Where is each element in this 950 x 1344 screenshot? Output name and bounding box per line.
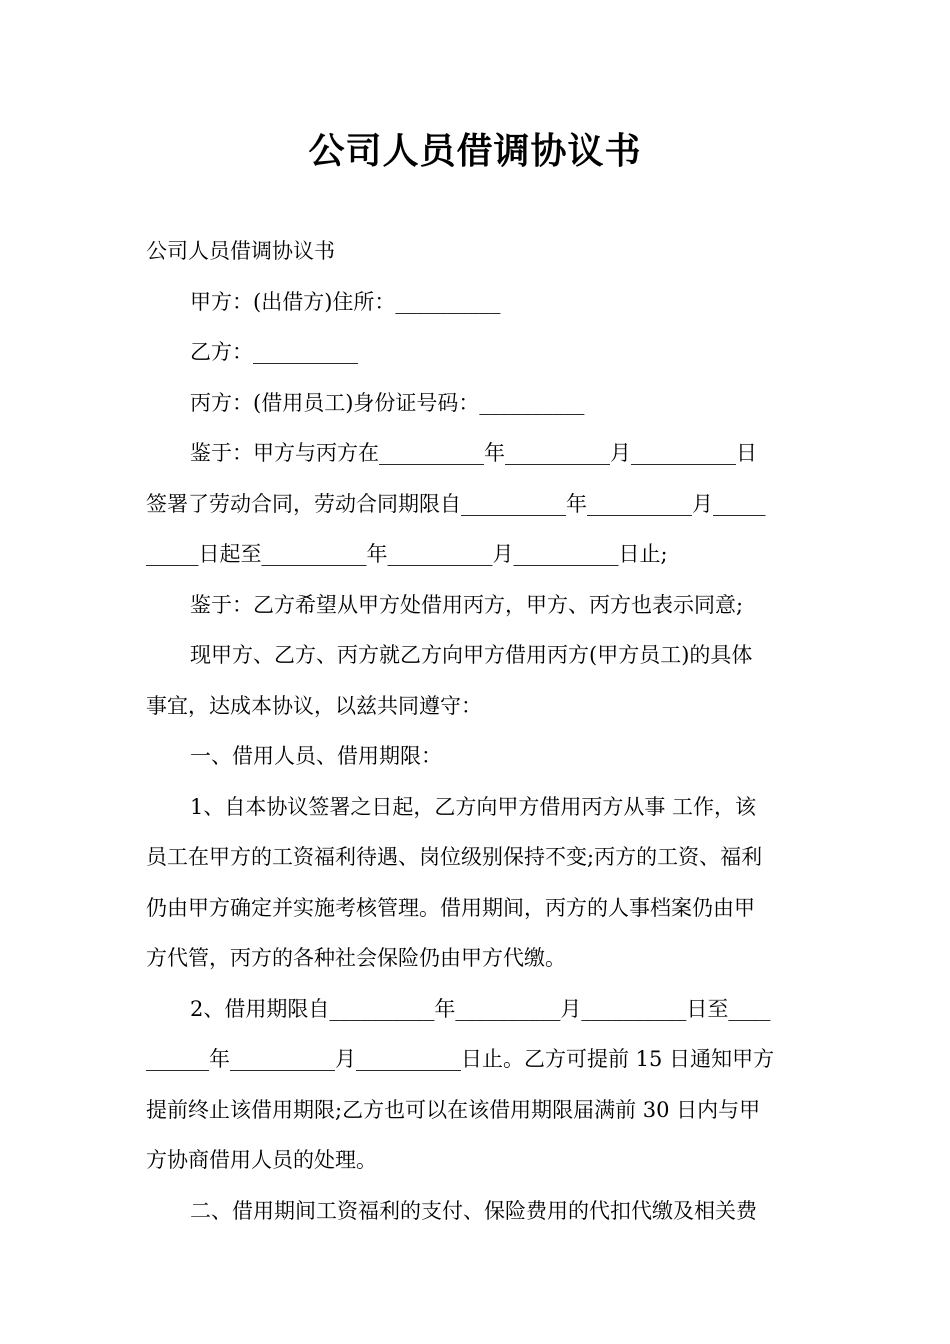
body-line: 1、自本协议签署之日起，乙方向甲方借用丙方从事 工作，该	[190, 794, 757, 819]
body-line-party-b: 乙方：__________	[190, 340, 358, 364]
document-body	[146, 226, 808, 1236]
body-line-party-a: 甲方：(出借方)住所：__________	[190, 289, 501, 314]
body-line: 2、借用期限自__________年__________月__________日至____	[190, 996, 771, 1021]
body-line: 方协商借用人员的处理。	[146, 1148, 377, 1172]
section-heading: 一、借用人员、借用期限：	[190, 744, 442, 768]
body-line: 仍由甲方确定并实施考核管理。借用期间，丙方的人事档案仍由甲	[146, 895, 755, 920]
body-line: ______年__________月__________日止。乙方可提前 15 日通知甲方	[146, 1047, 775, 1071]
body-line-subtitle: 公司人员借调协议书	[146, 239, 335, 263]
body-line: _____日起至__________年__________月__________日止;	[146, 542, 668, 566]
section-heading: 二、借用期间工资福利的支付、保险费用的代扣代缴及相关费	[190, 1198, 757, 1223]
body-line: 方代管，丙方的各种社会保险仍由甲方代缴。	[146, 946, 566, 970]
body-line: 鉴于：乙方希望从甲方处借用丙方，甲方、丙方也表示同意;	[190, 592, 744, 617]
document-title: 公司人员借调协议书	[308, 131, 642, 172]
body-line: 签署了劳动合同，劳动合同期限自__________年__________月_____	[146, 491, 766, 516]
body-line: 员工在甲方的工资福利待遇、岗位级别保持不变;丙方的工资、福利	[146, 845, 763, 869]
body-line: 现甲方、乙方、丙方就乙方向甲方借用丙方(甲方员工)的具体	[190, 643, 753, 667]
body-line: 事宜，达成本协议，以兹共同遵守：	[146, 693, 482, 718]
body-line-party-c: 丙方：(借用员工)身份证号码：__________	[190, 390, 585, 415]
body-line: 提前终止该借用期限;乙方也可以在该借用期限届满前 30 日内与甲	[146, 1097, 761, 1122]
body-line: 鉴于：甲方与丙方在__________年__________月__________日	[190, 441, 757, 465]
